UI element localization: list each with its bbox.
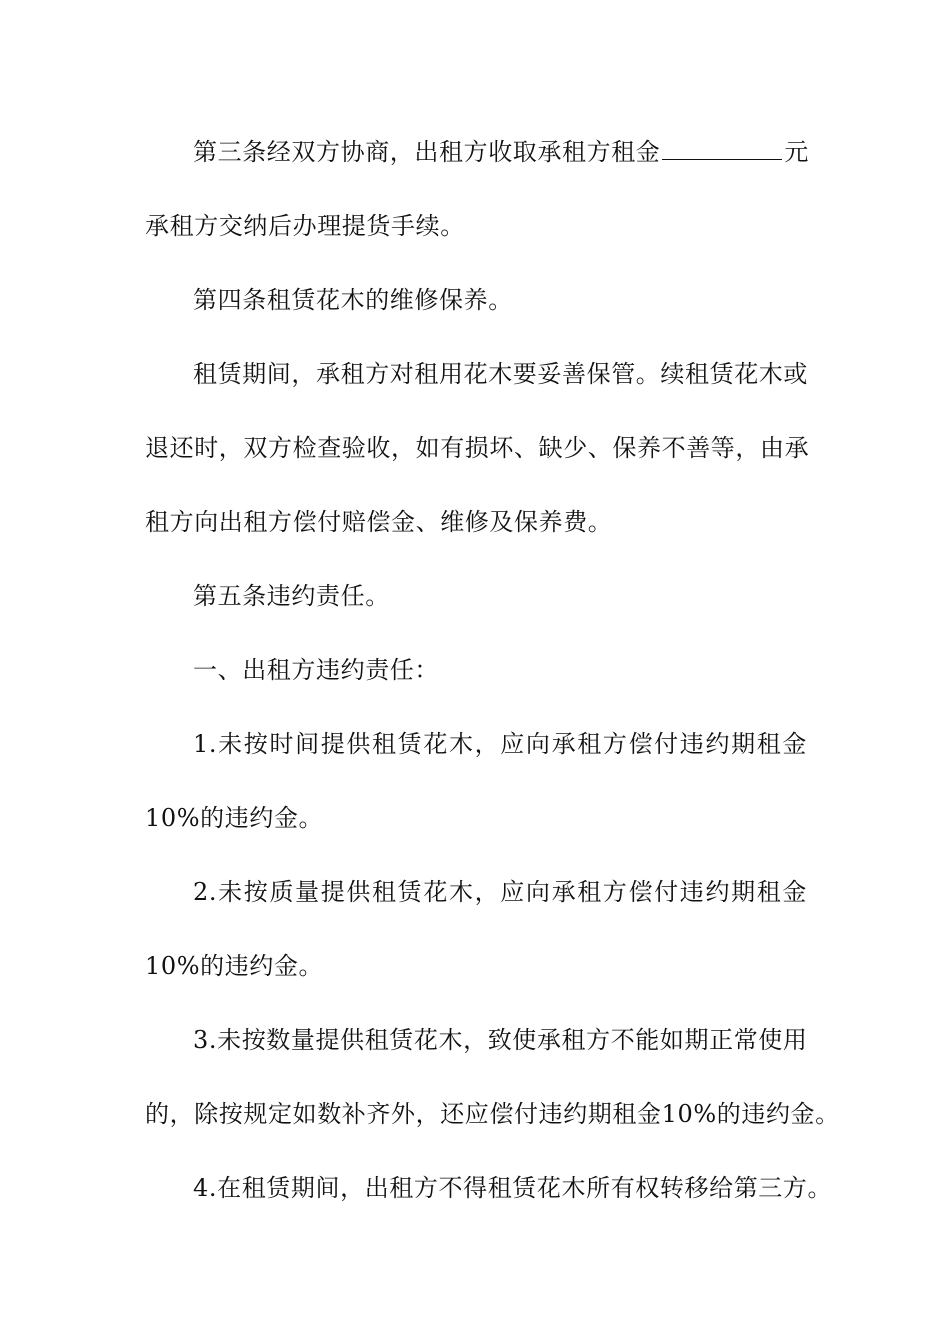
document-body [145, 127, 840, 1237]
clause-3-line-2: 的，除按规定如数补齐外，还应偿付违约期租金10%的违约金。 [145, 1100, 840, 1128]
clause-2-line-2: 10%的违约金。 [145, 952, 324, 980]
article-5-heading: 第五条违约责任。 [193, 582, 390, 610]
clause-1-line-2: 10%的违约金。 [145, 804, 324, 832]
article-3-line-1 [145, 127, 810, 201]
clause-2-line-1: 2.未按质量提供租赁花木，应向承租方偿付违约期租金 [193, 878, 807, 906]
article-4-line-2: 退还时，双方检查验收，如有损坏、缺少、保养不善等，由承 [145, 434, 810, 462]
article-4-line-3: 租方向出租方偿付赔偿金、维修及保养费。 [145, 508, 613, 536]
rent-amount-blank [662, 131, 782, 160]
clause-1-line-1: 1.未按时间提供租赁花木，应向承租方偿付违约期租金 [193, 730, 807, 758]
section-lessor-liability: 一、出租方违约责任： [193, 656, 439, 684]
clause-3-line-1: 3.未按数量提供租赁花木，致使承租方不能如期正常使用 [193, 1026, 808, 1054]
clause-4-line-1: 4.在租赁期间，出租方不得租赁花木所有权转移给第三方。 [193, 1174, 833, 1202]
article-3-line-2: 承租方交纳后办理提货手续。 [145, 212, 465, 240]
article-4-heading: 第四条租赁花木的维修保养。 [193, 286, 513, 314]
article-3-unit: 元 [784, 138, 810, 166]
article-4-line-1: 租赁期间，承租方对租用花木要妥善保管。续租赁花木或 [193, 360, 808, 388]
article-3-text: 第三条经双方协商，出租方收取承租方租金 [193, 138, 661, 166]
